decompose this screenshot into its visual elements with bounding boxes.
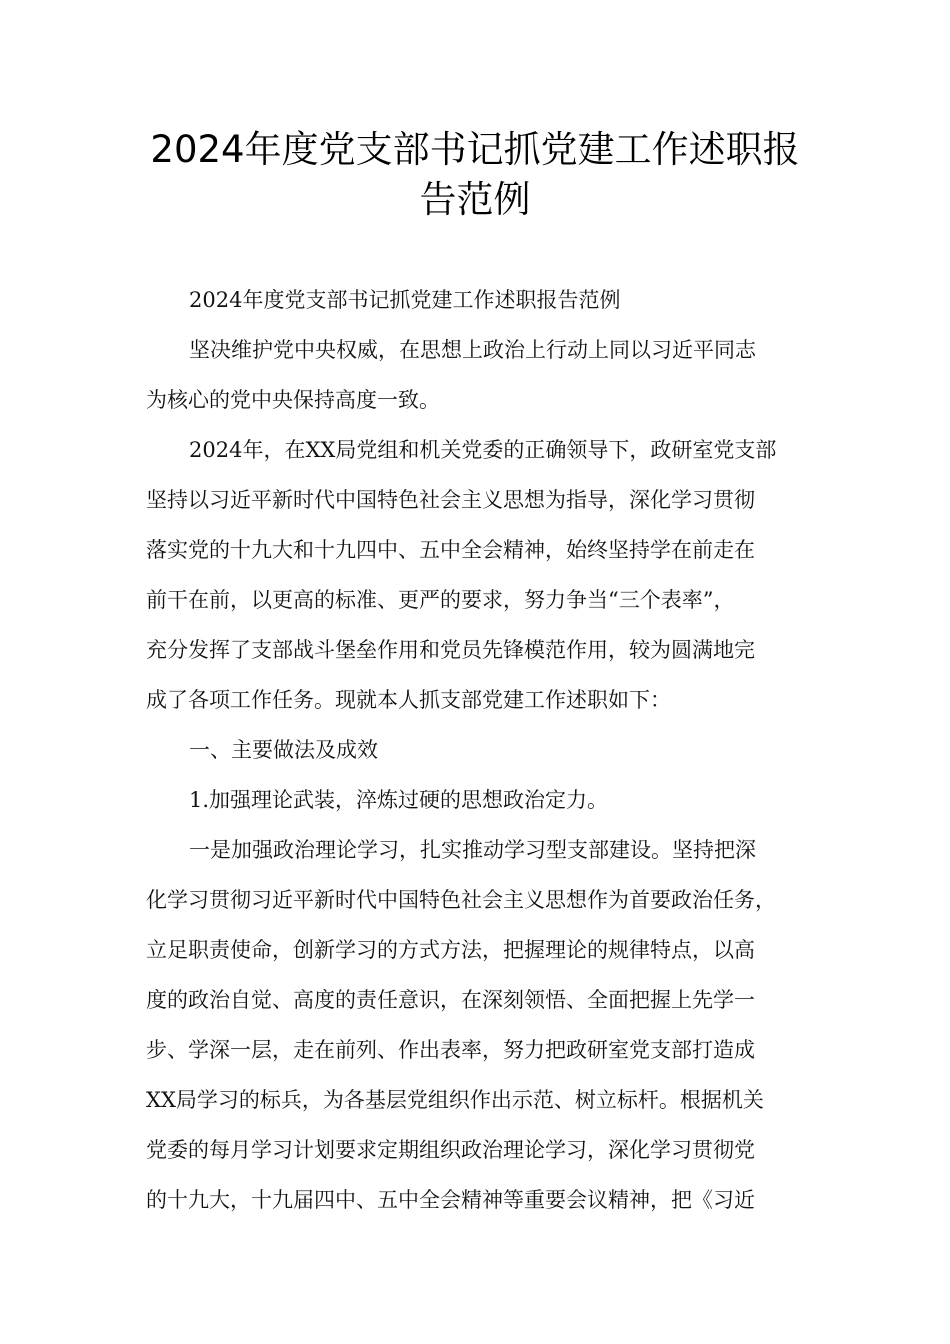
paragraph-line: 为核心的党中央保持高度一致。	[146, 388, 440, 412]
document-title-line-1: 2024年度党支部书记抓党建工作述职报	[150, 128, 800, 171]
paragraph-line: 度的政治自觉、高度的责任意识，在深刻领悟、全面把握上先学一	[146, 988, 755, 1012]
paragraph-line: 2024年，在XX局党组和机关党委的正确领导下，政研室党支部	[189, 438, 777, 462]
paragraph-line: 充分发挥了支部战斗堡垒作用和党员先锋模范作用，较为圆满地完	[146, 638, 755, 662]
paragraph-line: 的十九大，十九届四中、五中全会精神等重要会议精神，把《习近	[146, 1188, 755, 1212]
paragraph-line: 一是加强政治理论学习，扎实推动学习型支部建设。坚持把深	[189, 838, 756, 862]
paragraph-line: 立足职责使命，创新学习的方式方法，把握理论的规律特点，以高	[146, 938, 755, 962]
paragraph-line: 党委的每月学习计划要求定期组织政治理论学习，深化学习贯彻党	[146, 1138, 755, 1162]
paragraph-line: XX局学习的标兵，为各基层党组织作出示范、树立标杆。根据机关	[146, 1088, 764, 1112]
paragraph-line: 2024年度党支部书记抓党建工作述职报告范例	[189, 288, 621, 312]
paragraph-line: 坚持以习近平新时代中国特色社会主义思想为指导，深化学习贯彻	[146, 488, 755, 512]
paragraph-line: 成了各项工作任务。现就本人抓支部党建工作述职如下：	[146, 688, 671, 712]
subsection-heading: 1.加强理论武装，淬炼过硬的思想政治定力。	[189, 788, 609, 812]
paragraph-line: 步、学深一层，走在前列、作出表率，努力把政研室党支部打造成	[146, 1038, 755, 1062]
paragraph-line: 落实党的十九大和十九四中、五中全会精神，始终坚持学在前走在	[146, 538, 755, 562]
section-heading: 一、主要做法及成效	[189, 738, 378, 762]
paragraph-line: 化学习贯彻习近平新时代中国特色社会主义思想作为首要政治任务，	[146, 888, 776, 912]
document-title-line-2: 告范例	[419, 178, 531, 221]
paragraph-line: 前干在前，以更高的标准、更严的要求，努力争当“三个表率”，	[146, 588, 735, 612]
paragraph-line: 坚决维护党中央权威，在思想上政治上行动上同以习近平同志	[189, 338, 756, 362]
